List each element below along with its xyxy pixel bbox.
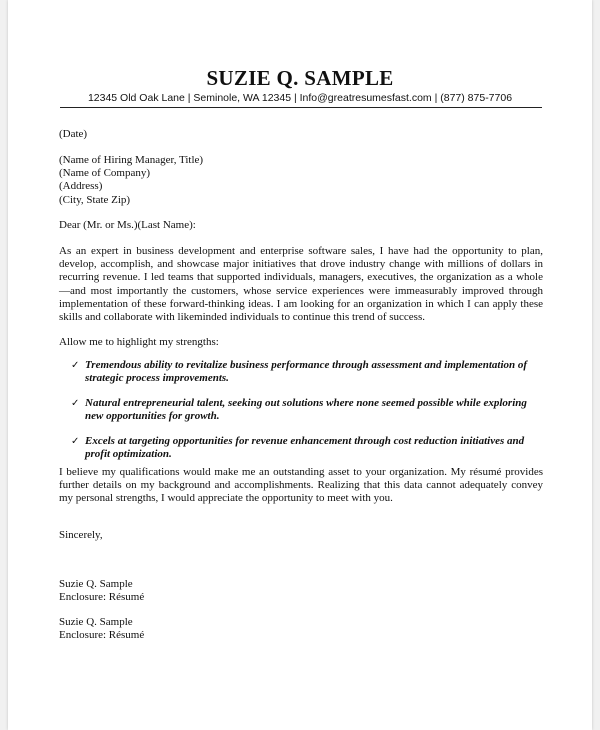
recipient-line: (Address) [59,180,103,193]
signature-block [59,578,543,604]
enclosure-line: Enclosure: Résumé [59,629,145,642]
bullet-text: Tremendous ability to revitalize business performance through assessment and implementation of strategic process improvements. [85,359,528,384]
salutation: Dear (Mr. or Ms.)(Last Name): [59,219,196,231]
check-icon: ✓ [71,398,80,409]
enclosure-line: Enclosure: Résumé [59,591,145,604]
bullet-text: Excels at targeting opportunities for revenue enhancement through cost reduction initiatives and profit optimization. [85,435,525,460]
sender-name: SUZIE Q. SAMPLE [206,66,394,90]
closing: Sincerely, [59,529,103,541]
letter-page [8,0,592,730]
list-item [71,397,544,423]
check-icon: ✓ [71,360,80,371]
signature-block [59,616,543,642]
signature-name: Suzie Q. Sample [59,616,133,628]
paragraph-intro: As an expert in business development and enterprise software sales, I have had the opportunity to plan, develop, accomplish, and showcase major initiatives that drove industry change with millions of dollars in recurring revenue. I led teams that supported individuals, managers, executives, the organization as a whole—and most importantly the customers, whose service experiences were immeasurably improved through implementation of these forward-thinking ideas. I am looking for an organization in which I can apply these skills and collaborate with likeminded individuals to continue this trend of success. [59,245,543,324]
list-item [71,435,544,461]
recipient-block [59,154,543,207]
strengths-intro: Allow me to highlight my strengths: [59,336,219,348]
signature-name: Suzie Q. Sample [59,578,133,590]
strengths-list [71,359,544,473]
paragraph-closing: I believe my qualifications would make me an outstanding asset to your organization. My résumé provides further details on my background and accomplishments. Realizing that this data cannot adequately convey my personal strengths, I would appreciate the opportunity to meet with you. [59,466,543,505]
list-item [71,359,544,385]
check-icon: ✓ [71,436,80,447]
recipient-line: (Name of Company) [59,167,151,180]
sender-contact: 12345 Old Oak Lane | Seminole, WA 12345 | Info@greatresumesfast.com | (877) 875-7706 [87,92,513,104]
header-divider [60,107,542,108]
letter-date: (Date) [59,128,88,140]
recipient-line: (City, State Zip) [59,193,131,206]
bullet-text: Natural entrepreneurial talent, seeking out solutions where none seemed possible while exploring new opportunities for growth. [85,397,527,422]
recipient-line: (Name of Hiring Manager, Title) [59,154,204,166]
